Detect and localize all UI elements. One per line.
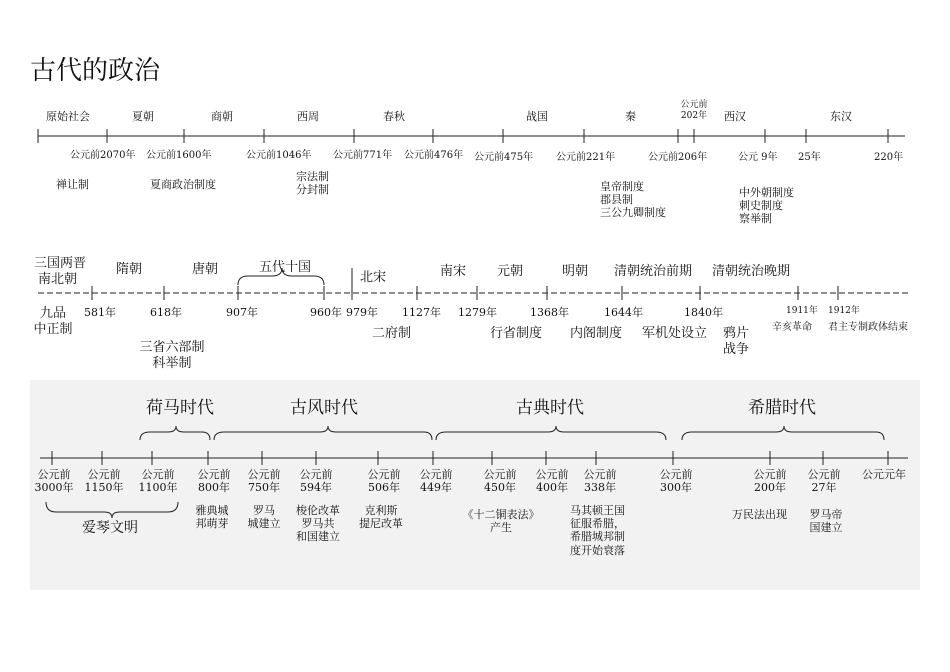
date-label: 1279年 [458,306,497,319]
period-label: 东汉 [830,110,852,123]
system-label: 皇帝制度 郡县制 三公九卿制度 [600,180,666,220]
system-label: 君主专制政体结束 [828,322,908,333]
date-label: 1912年 [828,306,860,316]
period-label: 商朝 [211,110,233,123]
event-label: 罗马 城建立 [247,504,281,531]
date-label: 公元前475年 [474,152,534,163]
era-label: 希腊时代 [748,398,816,418]
event-label: 马其顿王国 征服希腊， 希腊城邦制 度开始衰落 [570,504,625,557]
date-label: 公元前 200年 [753,468,787,495]
date-label: 公元前 400年 [535,468,569,495]
date-label: 公元前1046年 [246,150,312,161]
date-label: 公元前2070年 [70,150,136,161]
date-label: 公元前 3000年 [34,468,74,495]
period-label: 清朝统治前期 [614,264,693,279]
date-label: 公元前 750年 [247,468,281,495]
event-label: 万民法出现 [732,508,787,521]
date-label: 公元前1600年 [146,150,212,161]
period-label: 西汉 [724,110,746,123]
date-label: 公元前 449年 [419,468,453,495]
event-label: 梭伦改革 罗马共 和国建立 [296,504,340,544]
event-label: 雅典城 邦萌芽 [195,504,229,531]
event-label: 克利斯 提尼改革 [359,504,403,531]
date-label: 公元前 1150年 [84,468,124,495]
date-label: 1127年 [402,306,441,319]
date-label: 907年 [226,306,258,319]
event-label: 罗马帝 国建立 [809,508,843,535]
system-label: 禅让制 [56,178,89,191]
system-label: 宗法制 分封制 [296,170,329,197]
period-label: 夏朝 [132,110,154,123]
period-label: 原始社会 [46,110,90,123]
date-label: 1840年 [684,306,723,319]
date-label: 公元元年 [862,468,906,481]
period-label: 三国两晋 [34,256,87,271]
date-label: 公元前 800年 [197,468,231,495]
date-label: 公元前 338年 [583,468,617,495]
era-label: 古典时代 [516,398,584,418]
period-label: 元朝 [497,264,524,279]
period-label: 战国 [526,110,548,123]
date-label: 公元前 1100年 [138,468,178,495]
period-label: 西周 [297,110,319,123]
date-label: 公元前 506年 [367,468,401,495]
event-label: 《十二铜表法》 产生 [462,508,540,535]
date-label: 25年 [798,152,821,163]
date-label: 公元前 202年 [680,100,708,121]
date-label: 公元前476年 [404,150,464,161]
date-label: 581年 [84,306,116,319]
date-label: 979年 [346,306,378,319]
period-label: 春秋 [383,110,405,123]
date-label: 公元前 27年 [807,468,841,495]
date-label: 1368年 [530,306,569,319]
date-label: 公元前771年 [333,150,393,161]
system-label: 行省制度 [490,326,543,341]
date-label: 公元前 300年 [659,468,693,495]
system-label: 内阁制度 [570,326,623,341]
system-label: 鸦片 战争 [722,326,749,357]
system-label: 三省六部制 科举制 [139,340,205,371]
period-label: 五代十国 [259,260,312,275]
event-label: 爱琴文明 [82,520,138,536]
system-label: 夏商政治制度 [150,178,216,191]
period-label: 清朝统治晚期 [712,264,791,279]
period-label: 唐朝 [192,262,219,277]
era-label: 荷马时代 [146,398,214,418]
period-label: 秦 [625,110,636,123]
period-label: 南宋 [440,264,467,279]
date-label: 220年 [874,152,904,163]
system-label: 中外朝制度 刺史制度 察举制 [739,186,794,226]
date-label: 公元前221年 [556,152,616,163]
date-label: 1911年 [786,306,818,316]
page-title: 古代的政治 [30,56,161,86]
date-label: 公元前 594年 [299,468,333,495]
era-label: 古风时代 [290,398,358,418]
period-label: 北宋 [360,270,387,285]
date-label: 公元 9年 [738,152,778,163]
system-label: 辛亥革命 [772,322,812,333]
period-label: 隋朝 [116,262,143,277]
date-label: 公元前206年 [648,152,708,163]
system-label: 二府制 [372,326,412,341]
system-label: 军机处设立 [642,326,708,341]
date-label: 618年 [150,306,182,319]
date-label: 960年 [310,306,342,319]
period-label: 明朝 [562,264,589,279]
period-label: 南北朝 [38,272,78,287]
date-label: 公元前 450年 [483,468,517,495]
system-label: 九品 中正制 [33,306,73,337]
date-label: 1644年 [604,306,643,319]
